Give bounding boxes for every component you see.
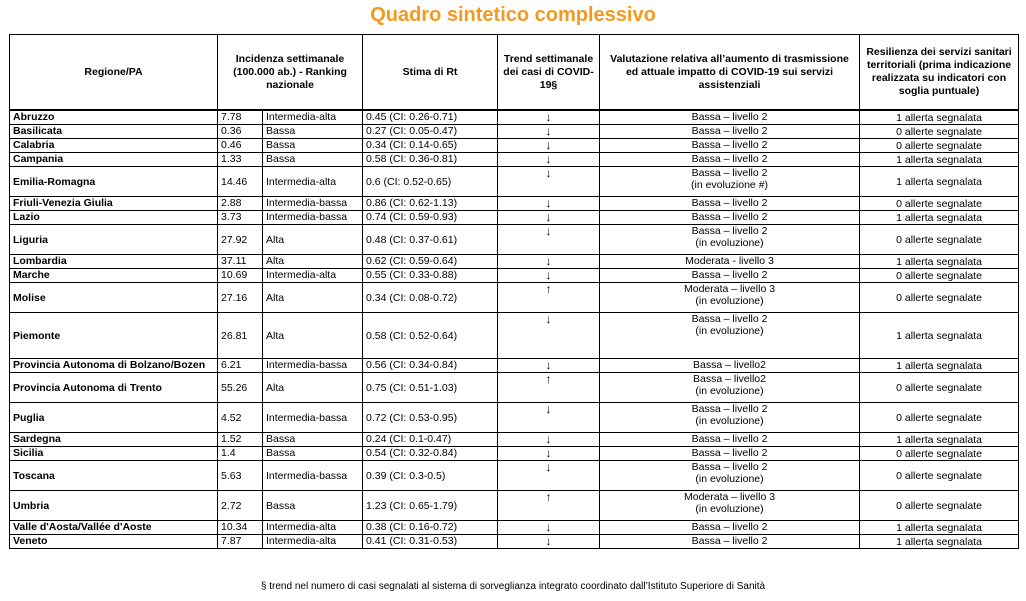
valutazione-level: Bassa – livello 2	[691, 433, 768, 445]
table-row	[10, 167, 1019, 197]
ranking-cell: Intermedia-bassa	[263, 359, 363, 373]
ranking-cell: Intermedia-alta	[263, 110, 363, 125]
trend-arrow-icon: ↑	[498, 491, 600, 521]
region-cell: Marche	[10, 269, 218, 283]
incidence-cell: 0.46	[218, 139, 263, 153]
ranking-cell: Intermedia-alta	[263, 269, 363, 283]
resilienza-cell: 1 allerta segnalata	[860, 211, 1019, 225]
trend-arrow-icon: ↓	[498, 255, 600, 269]
region-cell: Campania	[10, 153, 218, 167]
header-valutazione: Valutazione relativa all’aumento di trasmissione ed attuale impatto di COVID-19 sui servizi assistenziali	[600, 35, 860, 111]
resilienza-cell: 1 allerta segnalata	[860, 521, 1019, 535]
region-cell: Molise	[10, 283, 218, 313]
resilienza-cell: 0 allerte segnalate	[860, 269, 1019, 283]
resilienza-cell: 0 allerte segnalate	[860, 447, 1019, 461]
rt-cell: 0.45 (CI: 0.26-0.71)	[363, 110, 498, 125]
rt-cell: 0.38 (CI: 0.16-0.72)	[363, 521, 498, 535]
ranking-cell: Intermedia-bassa	[263, 197, 363, 211]
table-row	[10, 403, 1019, 433]
incidence-cell: 1.33	[218, 153, 263, 167]
valutazione-level: Bassa – livello 2	[691, 313, 768, 325]
region-cell: Toscana	[10, 461, 218, 491]
ranking-cell: Intermedia-bassa	[263, 403, 363, 433]
resilienza-cell: 0 allerte segnalate	[860, 461, 1019, 491]
trend-arrow-icon: ↓	[498, 110, 600, 125]
trend-arrow-icon: ↓	[498, 269, 600, 283]
valutazione-cell	[600, 211, 860, 225]
rt-cell: 0.34 (CI: 0.08-0.72)	[363, 283, 498, 313]
resilienza-cell: 0 allerte segnalate	[860, 139, 1019, 153]
rt-cell: 0.74 (CI: 0.59-0.93)	[363, 211, 498, 225]
footnote: § trend nel numero di casi segnalati al sistema di sorveglianza integrato coordinato dall’Istituto Superiore di Sanità	[260, 581, 766, 592]
region-cell: Abruzzo	[10, 110, 218, 125]
resilienza-cell: 1 allerta segnalata	[860, 313, 1019, 359]
valutazione-level: Bassa – livello2	[693, 373, 766, 385]
region-cell: Liguria	[10, 225, 218, 255]
trend-arrow-icon: ↓	[498, 139, 600, 153]
valutazione-level: Moderata – livello 3	[683, 283, 776, 295]
rt-cell: 0.54 (CI: 0.32-0.84)	[363, 447, 498, 461]
resilienza-cell: 1 allerta segnalata	[860, 167, 1019, 197]
rt-cell: 0.56 (CI: 0.34-0.84)	[363, 359, 498, 373]
rt-cell: 0.62 (CI: 0.59-0.64)	[363, 255, 498, 269]
region-cell: Valle d'Aosta/Vallée d'Aoste	[10, 521, 218, 535]
incidence-cell: 6.21	[218, 359, 263, 373]
ranking-cell: Alta	[263, 255, 363, 269]
ranking-cell: Alta	[263, 373, 363, 403]
ranking-cell: Alta	[263, 283, 363, 313]
rt-cell: 0.48 (CI: 0.37-0.61)	[363, 225, 498, 255]
valutazione-level: Bassa – livello 2	[691, 269, 768, 281]
valutazione-cell	[600, 433, 860, 447]
valutazione-note: (in evoluzione)	[695, 325, 764, 337]
incidence-cell: 5.63	[218, 461, 263, 491]
incidence-cell: 2.88	[218, 197, 263, 211]
rt-cell: 0.41 (CI: 0.31-0.53)	[363, 535, 498, 549]
ranking-cell: Bassa	[263, 447, 363, 461]
region-cell: Lazio	[10, 211, 218, 225]
valutazione-cell	[600, 139, 860, 153]
resilienza-cell: 1 allerta segnalata	[860, 535, 1019, 549]
trend-arrow-icon: ↓	[498, 211, 600, 225]
valutazione-cell	[600, 535, 860, 549]
valutazione-note: (in evoluzione)	[695, 295, 764, 307]
ranking-cell: Intermedia-alta	[263, 535, 363, 549]
incidence-cell: 0.36	[218, 125, 263, 139]
valutazione-level: Bassa – livello 2	[691, 167, 768, 179]
rt-cell: 0.6 (CI: 0.52-0.65)	[363, 167, 498, 197]
resilienza-cell: 1 allerta segnalata	[860, 255, 1019, 269]
resilienza-cell: 1 allerta segnalata	[860, 110, 1019, 125]
region-cell: Provincia Autonoma di Bolzano/Bozen	[10, 359, 218, 373]
table-row	[10, 313, 1019, 359]
rt-cell: 0.55 (CI: 0.33-0.88)	[363, 269, 498, 283]
incidence-cell: 55.26	[218, 373, 263, 403]
region-cell: Umbria	[10, 491, 218, 521]
region-cell: Sardegna	[10, 433, 218, 447]
resilienza-cell: 0 allerte segnalate	[860, 283, 1019, 313]
trend-arrow-icon: ↓	[498, 535, 600, 549]
region-cell: Friuli-Venezia Giulia	[10, 197, 218, 211]
valutazione-level: Bassa – livello 2	[691, 461, 768, 473]
table-row	[10, 110, 1019, 125]
valutazione-note: (in evoluzione)	[695, 503, 764, 515]
resilienza-cell: 1 allerta segnalata	[860, 359, 1019, 373]
region-cell: Emilia-Romagna	[10, 167, 218, 197]
table-row	[10, 447, 1019, 461]
valutazione-cell	[600, 313, 860, 359]
resilienza-cell: 0 allerte segnalate	[860, 225, 1019, 255]
ranking-cell: Bassa	[263, 139, 363, 153]
table-row	[10, 521, 1019, 535]
valutazione-note: (in evoluzione)	[695, 473, 764, 485]
ranking-cell: Bassa	[263, 153, 363, 167]
valutazione-note: (in evoluzione)	[695, 415, 764, 427]
trend-arrow-icon: ↑	[498, 283, 600, 313]
ranking-cell: Bassa	[263, 491, 363, 521]
table-row	[10, 197, 1019, 211]
rt-cell: 0.34 (CI: 0.14-0.65)	[363, 139, 498, 153]
incidence-cell: 14.46	[218, 167, 263, 197]
incidence-cell: 7.87	[218, 535, 263, 549]
region-cell: Lombardia	[10, 255, 218, 269]
header-trend: Trend settimanale dei casi di COVID-19§	[498, 35, 600, 111]
valutazione-cell	[600, 153, 860, 167]
trend-arrow-icon: ↓	[498, 167, 600, 197]
table-row	[10, 535, 1019, 549]
valutazione-cell	[600, 491, 860, 521]
trend-arrow-icon: ↓	[498, 197, 600, 211]
resilienza-cell: 0 allerte segnalate	[860, 197, 1019, 211]
valutazione-level: Bassa – livello 2	[691, 535, 768, 547]
ranking-cell: Intermedia-alta	[263, 167, 363, 197]
trend-arrow-icon: ↓	[498, 403, 600, 433]
incidence-cell: 37.11	[218, 255, 263, 269]
valutazione-cell	[600, 125, 860, 139]
valutazione-level: Bassa – livello 2	[691, 211, 768, 223]
incidence-cell: 1.4	[218, 447, 263, 461]
valutazione-level: Moderata – livello 3	[683, 491, 776, 503]
region-cell: Basilicata	[10, 125, 218, 139]
incidence-cell: 26.81	[218, 313, 263, 359]
incidence-cell: 27.92	[218, 225, 263, 255]
trend-arrow-icon: ↓	[498, 125, 600, 139]
region-cell: Piemonte	[10, 313, 218, 359]
valutazione-cell	[600, 283, 860, 313]
resilienza-cell: 1 allerta segnalata	[860, 433, 1019, 447]
rt-cell: 0.58 (CI: 0.52-0.64)	[363, 313, 498, 359]
incidence-cell: 4.52	[218, 403, 263, 433]
ranking-cell: Alta	[263, 313, 363, 359]
incidence-cell: 10.34	[218, 521, 263, 535]
region-cell: Calabria	[10, 139, 218, 153]
region-cell: Sicilia	[10, 447, 218, 461]
valutazione-cell	[600, 521, 860, 535]
header-region: Regione/PA	[10, 35, 218, 111]
header-rt: Stima di Rt	[363, 35, 498, 111]
valutazione-level: Bassa – livello 2	[691, 403, 768, 415]
resilienza-cell: 0 allerte segnalate	[860, 373, 1019, 403]
summary-table	[9, 34, 1019, 549]
page-title: Quadro sintetico complessivo	[370, 4, 656, 26]
ranking-cell: Bassa	[263, 125, 363, 139]
rt-cell: 0.58 (CI: 0.36-0.81)	[363, 153, 498, 167]
ranking-cell: Intermedia-bassa	[263, 461, 363, 491]
rt-cell: 0.39 (CI: 0.3-0.5)	[363, 461, 498, 491]
table-row	[10, 225, 1019, 255]
valutazione-level: Bassa – livello 2	[691, 125, 768, 137]
rt-cell: 0.72 (CI: 0.53-0.95)	[363, 403, 498, 433]
valutazione-level: Bassa – livello2	[693, 359, 766, 371]
valutazione-level: Bassa – livello 2	[691, 225, 768, 237]
incidence-cell: 1.52	[218, 433, 263, 447]
resilienza-cell: 0 allerte segnalate	[860, 491, 1019, 521]
trend-arrow-icon: ↓	[498, 433, 600, 447]
valutazione-note: (in evoluzione)	[695, 385, 764, 397]
table-row	[10, 491, 1019, 521]
resilienza-cell: 0 allerte segnalate	[860, 125, 1019, 139]
valutazione-cell	[600, 403, 860, 433]
table-row	[10, 359, 1019, 373]
incidence-cell: 7.78	[218, 110, 263, 125]
header-incidence: Incidenza settimanale (100.000 ab.) - Ranking nazionale	[218, 35, 363, 111]
valutazione-cell	[600, 197, 860, 211]
ranking-cell: Intermedia-bassa	[263, 211, 363, 225]
rt-cell: 0.75 (CI: 0.51-1.03)	[363, 373, 498, 403]
valutazione-cell	[600, 373, 860, 403]
valutazione-level: Bassa – livello 2	[691, 447, 768, 459]
valutazione-cell	[600, 225, 860, 255]
rt-cell: 0.27 (CI: 0.05-0.47)	[363, 125, 498, 139]
valutazione-cell	[600, 255, 860, 269]
valutazione-level: Bassa – livello 2	[691, 111, 768, 123]
table-row	[10, 139, 1019, 153]
rt-cell: 1.23 (CI: 0.65-1.79)	[363, 491, 498, 521]
ranking-cell: Alta	[263, 225, 363, 255]
table-row	[10, 153, 1019, 167]
table-body	[10, 110, 1019, 549]
valutazione-cell	[600, 447, 860, 461]
incidence-cell: 2.72	[218, 491, 263, 521]
table-header-row	[10, 35, 1019, 111]
rt-cell: 0.24 (CI: 0.1-0.47)	[363, 433, 498, 447]
table-row	[10, 125, 1019, 139]
valutazione-cell	[600, 359, 860, 373]
valutazione-note: (in evoluzione #)	[690, 179, 769, 191]
ranking-cell: Intermedia-alta	[263, 521, 363, 535]
header-resilienza: Resilienza dei servizi sanitari territoriali (prima indicazione realizzata su indicatori con soglia puntuale)	[860, 35, 1019, 111]
table-row	[10, 283, 1019, 313]
valutazione-level: Bassa – livello 2	[691, 153, 768, 165]
region-cell: Puglia	[10, 403, 218, 433]
table-row	[10, 255, 1019, 269]
trend-arrow-icon: ↑	[498, 373, 600, 403]
valutazione-cell	[600, 461, 860, 491]
ranking-cell: Bassa	[263, 433, 363, 447]
table-row	[10, 211, 1019, 225]
valutazione-level: Moderata - livello 3	[685, 255, 774, 267]
trend-arrow-icon: ↓	[498, 447, 600, 461]
valutazione-cell	[600, 167, 860, 197]
incidence-cell: 27.16	[218, 283, 263, 313]
trend-arrow-icon: ↓	[498, 521, 600, 535]
resilienza-cell: 0 allerte segnalate	[860, 403, 1019, 433]
incidence-cell: 10.69	[218, 269, 263, 283]
valutazione-note: (in evoluzione)	[695, 237, 764, 249]
table-row	[10, 433, 1019, 447]
trend-arrow-icon: ↓	[498, 461, 600, 491]
valutazione-level: Bassa – livello 2	[691, 521, 768, 533]
valutazione-level: Bassa – livello 2	[691, 139, 768, 151]
valutazione-cell	[600, 269, 860, 283]
region-cell: Veneto	[10, 535, 218, 549]
trend-arrow-icon: ↓	[498, 313, 600, 359]
incidence-cell: 3.73	[218, 211, 263, 225]
table-row	[10, 461, 1019, 491]
trend-arrow-icon: ↓	[498, 359, 600, 373]
table-row	[10, 269, 1019, 283]
rt-cell: 0.86 (CI: 0.62-1.13)	[363, 197, 498, 211]
resilienza-cell: 1 allerta segnalata	[860, 153, 1019, 167]
valutazione-level: Bassa – livello 2	[691, 197, 768, 209]
table-row	[10, 373, 1019, 403]
valutazione-cell	[600, 110, 860, 125]
trend-arrow-icon: ↓	[498, 153, 600, 167]
trend-arrow-icon: ↓	[498, 225, 600, 255]
region-cell: Provincia Autonoma di Trento	[10, 373, 218, 403]
